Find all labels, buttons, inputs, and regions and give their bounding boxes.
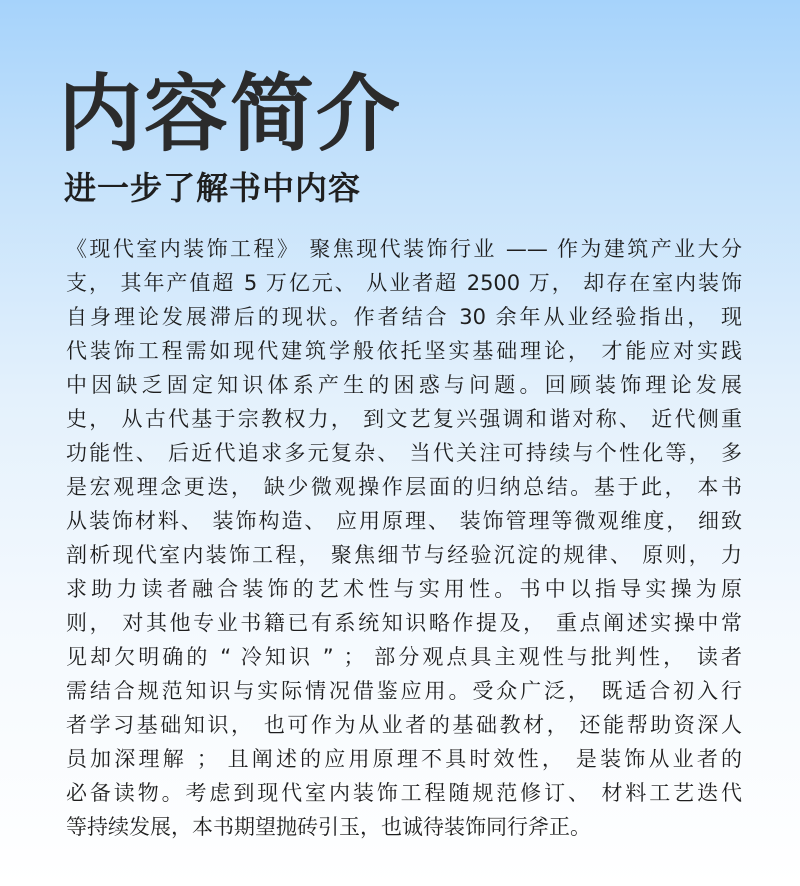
paragraph-line: 支， 其年产值超 5 万亿元、 从业者超 2500 万， 却存在室内装饰 [66, 271, 742, 295]
paragraph-line: 等持续发展，本书期望抛砖引玉，也诚待装饰同行斧正。 [66, 815, 591, 839]
paragraph-line: 必备读物。考虑到现代室内装饰工程随规范修订、 材料工艺迭代 [66, 781, 742, 805]
paragraph-line: 求助力读者融合装饰的艺术性与实用性。书中以指导实操为原 [66, 577, 742, 601]
paragraph-line: 中因缺乏固定知识体系产生的困惑与问题。回顾装饰理论发展 [66, 373, 742, 397]
paragraph-line: 从装饰材料、 装饰构造、 应用原理、 装饰管理等微观维度， 细致 [66, 509, 742, 533]
paragraph-line: 代装饰工程需如现代建筑学般依托坚实基础理论， 才能应对实践 [66, 339, 742, 363]
paragraph-line: 需结合规范知识与实际情况借鉴应用。受众广泛， 既适合初入行 [66, 679, 742, 703]
paragraph-line: 《现代室内装饰工程》 聚焦现代装饰行业 —— 作为建筑产业大分 [66, 237, 742, 261]
paragraph-line: 自身理论发展滞后的现状。作者结合 30 余年从业经验指出， 现 [66, 305, 742, 329]
paragraph-line: 见却欠明确的 “ 冷知识 ” ； 部分观点具主观性与批判性， 读者 [66, 645, 742, 669]
page-subtitle: 进一步了解书中内容 [64, 169, 362, 207]
paragraph-line: 者学习基础知识， 也可作为从业者的基础教材， 还能帮助资深人 [66, 713, 742, 737]
paragraph-line: 剖析现代室内装饰工程， 聚焦细节与经验沉淀的规律、 原则， 力 [66, 543, 742, 567]
introduction-paragraph [66, 232, 742, 844]
paragraph-line: 史， 从古代基于宗教权力， 到文艺复兴强调和谐对称、 近代侧重 [66, 407, 742, 431]
page-title: 内容简介 [58, 65, 403, 163]
paragraph-line: 则， 对其他专业书籍已有系统知识略作提及， 重点阐述实操中常 [66, 611, 742, 635]
paragraph-line: 功能性、 后近代追求多元复杂、 当代关注可持续与个性化等， 多 [66, 441, 742, 465]
paragraph-line: 是宏观理念更迭， 缺少微观操作层面的归纳总结。基于此， 本书 [66, 475, 742, 499]
paragraph-line: 员加深理解 ； 且阐述的应用原理不具时效性， 是装饰从业者的 [66, 747, 742, 771]
